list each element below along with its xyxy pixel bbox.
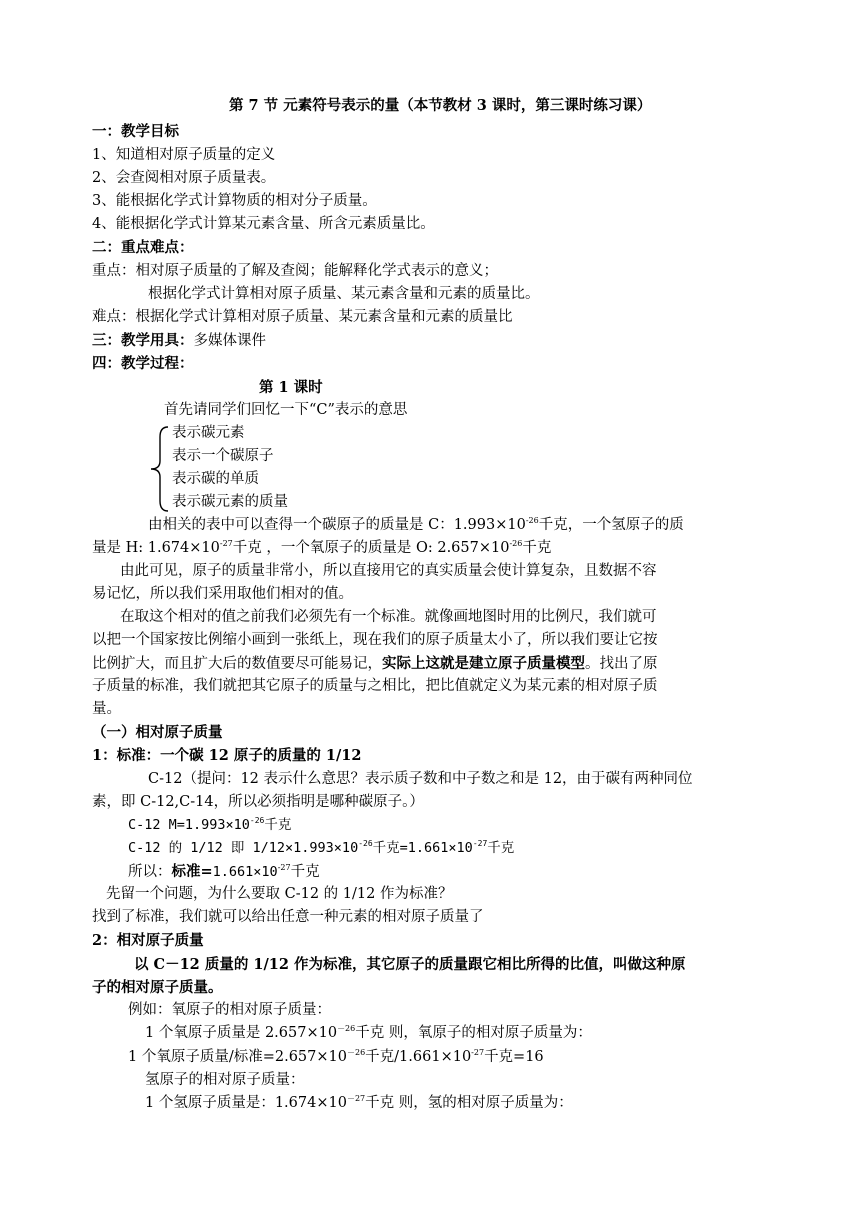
meaning-item: 表示碳元素的质量: [172, 494, 288, 510]
text-run: 千克/1.661×10: [365, 1049, 472, 1065]
example-line: 例如：氧原子的相对原子质量：: [128, 1002, 331, 1018]
text-run: 量是 H: 1.674×10: [92, 540, 220, 556]
subsection-heading: （一）相对原子质量: [92, 724, 223, 741]
meaning-item: 表示碳的单质: [172, 471, 259, 487]
key-point-line: 重点：相对原子质量的了解及查阅；能解释化学式表示的意义；: [92, 263, 498, 279]
paragraph-line: C-12（提问：12 表示什么意思？表示质子数和中子数之和是 12，由于碳有两种同位: [148, 771, 693, 787]
text-run: 所以：: [128, 864, 172, 880]
emphasis-text: 标准=: [171, 863, 213, 880]
exponent: -27: [472, 839, 488, 848]
standard-heading: 1：标准：一个碳 12 原子的质量的 1/12: [92, 747, 362, 764]
exponent: -26: [358, 839, 373, 848]
paragraph-line: 量。: [92, 701, 121, 717]
recall-line: 首先请同学们回忆一下“C”表示的意思: [164, 402, 408, 418]
definition-line: 子的相对原子质量。: [92, 979, 223, 996]
text-run: 1 个氧原子质量是 2.657×10: [145, 1025, 338, 1041]
formula-line: [128, 861, 320, 883]
question-line: 先留一个问题，为什么要取 C-12 的 1/12 作为标准？: [106, 886, 453, 902]
text-run: 千克: [522, 540, 552, 556]
section-heading-goals: 一：教学目标: [92, 123, 179, 140]
example-line: [145, 1023, 592, 1044]
text-run: 由相关的表中可以查得一个碳原子的质量是 C：1.993×10: [148, 517, 526, 533]
text-run: 千克: [264, 817, 292, 833]
paragraph-line: 找到了标准，我们就可以给出任意一种元素的相对原子质量了: [92, 909, 484, 925]
difficulty-line: 难点：根据化学式计算相对原子质量、某元素含量和元素的质量比: [92, 309, 513, 325]
text-run: 千克 则，氢的相对原子质量为：: [365, 1095, 573, 1111]
text-run: C-12 M=1.993×10: [128, 817, 250, 833]
definition-line: 以 C－12 质量的 1/12 作为标准，其它原子的质量跟它相比所得的比值，叫做这种原: [134, 956, 686, 973]
exponent: －27: [346, 1094, 366, 1103]
text-run: 千克: [487, 840, 515, 856]
text-run: 千克=1.661×10: [372, 840, 473, 856]
exponent: -27: [277, 863, 291, 872]
paragraph-line: 子质量的标准，我们就把其它原子的质量与之相比，把比值就定义为某元素的相对原子质: [92, 678, 658, 694]
text-run: 。找出了原: [585, 656, 658, 672]
paragraph-line: 易记忆，所以我们采用取他们相对的值。: [92, 586, 353, 602]
text-run: 千克: [290, 864, 320, 880]
teaching-tools-line: [92, 330, 266, 352]
example-line: [128, 1047, 544, 1068]
text-run: 1 个氢原子质量是：1.674×10: [145, 1095, 347, 1111]
section-heading-process: 四：教学过程：: [92, 355, 194, 372]
text-run: 千克，一个氢原子的质: [538, 517, 684, 533]
paragraph-line: [92, 538, 551, 559]
text-run: 千克 ，一个氧原子的质量是 O: 2.657×10: [232, 540, 510, 556]
curly-brace-icon: [148, 425, 170, 513]
exponent: -26: [525, 516, 539, 525]
goal-item: 2、会查阅相对原子质量表。: [92, 170, 276, 186]
exponent: -27: [471, 1048, 485, 1057]
exponent: -26: [509, 539, 523, 548]
paragraph-line: 素，即 C-12,C-14，所以必须指明是哪种碳原子。）: [92, 794, 424, 810]
text-run: 千克=16: [484, 1049, 544, 1065]
paragraph-line: 由此可见，原子的质量非常小，所以直接用它的真实质量会使计算复杂，且数据不容: [120, 563, 657, 579]
text-run: 1.661×10: [212, 864, 278, 880]
exponent: -26: [249, 816, 265, 825]
paragraph-line: [92, 653, 658, 675]
goal-item: 1、知道相对原子质量的定义: [92, 147, 276, 163]
example-line: [145, 1093, 573, 1114]
key-point-line: 根据化学式计算相对原子质量、某元素含量和元素的质量比。: [148, 286, 540, 302]
text-run: 比例扩大，而且扩大后的数值要尽可能易记，: [92, 656, 382, 672]
text-run: C-12 的 1/12 即 1/12×1.993×10: [128, 840, 359, 856]
paragraph-line: 以把一个国家按比例缩小画到一张纸上，现在我们的原子质量太小了，所以我们要让它按: [92, 632, 658, 648]
formula-line: [128, 838, 514, 859]
exponent: -27: [219, 539, 233, 548]
text-run: 1 个氧原子质量/标准=2.657×10: [128, 1049, 347, 1065]
lesson-title: 第 1 课时: [259, 379, 323, 396]
example-line: 氢原子的相对原子质量：: [145, 1072, 305, 1088]
paragraph-line: 在取这个相对的值之前我们必须先有一个标准。就像画地图时用的比例尺，我们就可: [120, 609, 657, 625]
exponent: －26: [337, 1024, 356, 1033]
tools-heading: 三：教学用具：: [92, 332, 194, 349]
section-heading-key-points: 二：重点难点：: [92, 239, 194, 256]
exponent: －26: [346, 1048, 366, 1057]
meaning-item: 表示一个碳原子: [172, 448, 274, 464]
paragraph-line: [148, 515, 684, 536]
meaning-item: 表示碳元素: [172, 425, 245, 441]
emphasis-text: 实际上这就是建立原子质量模型: [382, 655, 585, 672]
subsection-heading: 2：相对原子质量: [92, 932, 204, 949]
tools-content: 多媒体课件: [193, 333, 266, 349]
goal-item: 3、能根据化学式计算物质的相对分子质量。: [92, 193, 377, 209]
goal-item: 4、能根据化学式计算某元素含量、所含元素质量比。: [92, 216, 435, 232]
formula-line: [128, 815, 291, 836]
text-run: 千克 则，氧原子的相对原子质量为：: [355, 1025, 592, 1041]
page-title: 第 7 节 元素符号表示的量（本节教材 3 课时，第三课时练习课）: [229, 97, 652, 114]
